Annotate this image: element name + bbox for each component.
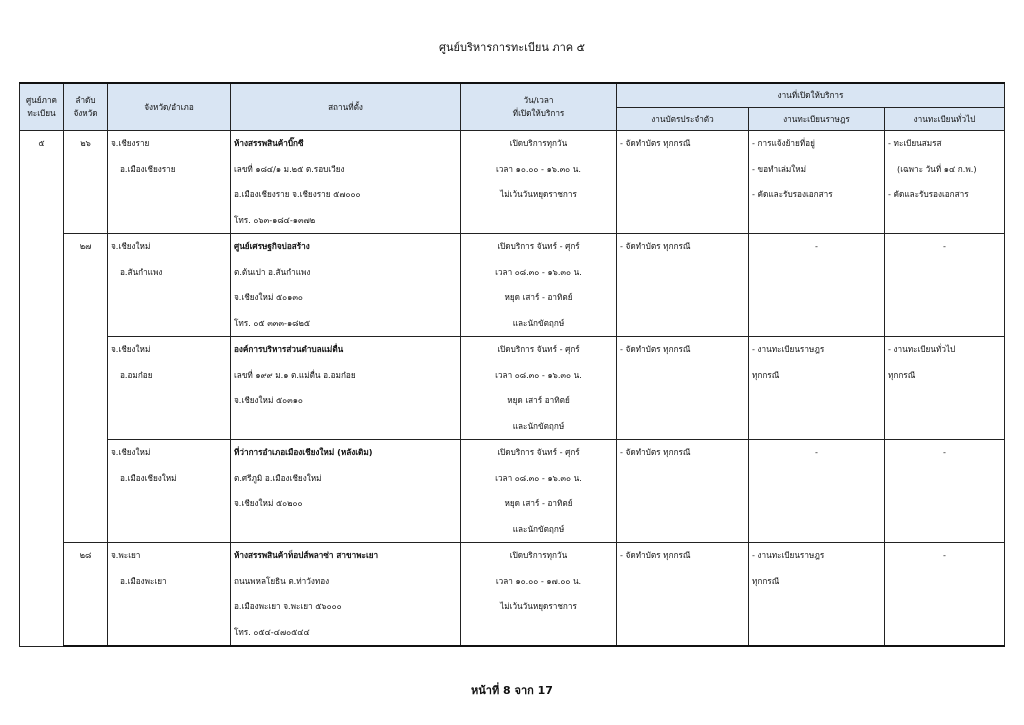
location-cell: ห้างสรรพสินค้าท็อปส์พลาซ่า สาขาพะเยา ถนนพหลโยธิน ต.ท่าวังทอง อ.เมืองพะเยา จ.พะเยา ๕๖๐๐๐ โทร. ๐๕๔-๔๗๐๕๔๔ [231,543,461,647]
province-cell: จ.เชียงใหม่ อ.เมืองเชียงใหม่ [108,440,231,543]
card-service-cell: - จัดทำบัตร ทุกกรณี [617,337,749,440]
page-number: หน้าที่ 8 จาก 17 [471,684,553,697]
seq-cell: ๒๖ [64,131,108,234]
service-table [19,82,1005,647]
civil-service-cell: - งานทะเบียนราษฎร ทุกกรณี [749,337,885,440]
time-cell: เปิดบริการ จันทร์ - ศุกร์ เวลา ๐๘.๓๐ - ๑๖.๓๐ น. หยุด เสาร์ อาทิตย์ และนักขัตฤกษ์ [461,337,617,440]
header-services: งานที่เปิดให้บริการ [617,83,1005,108]
table-row [20,440,1005,543]
general-service-cell: - [885,440,1005,543]
location-cell: องค์การบริหารส่วนตำบลแม่ตื่น เลขที่ ๑๙๙ ม.๑ ต.แม่ตื่น อ.อมก๋อย จ.เชียงใหม่ ๕๐๓๑๐ [231,337,461,440]
card-service-cell: - จัดทำบัตร ทุกกรณี [617,440,749,543]
province-cell: จ.เชียงราย อ.เมืองเชียงราย [108,131,231,234]
header-location: สถานที่ตั้ง [231,83,461,131]
time-cell: เปิดบริการ จันทร์ - ศุกร์ เวลา ๐๘.๓๐ - ๑๖.๓๐ น. หยุด เสาร์ - อาทิตย์ และนักขัตฤกษ์ [461,234,617,337]
header-general-service: งานทะเบียนทั่วไป [885,108,1005,131]
civil-service-cell: - งานทะเบียนราษฎร ทุกกรณี [749,543,885,647]
center-cell: ๕ [20,131,64,647]
civil-service-cell: - การแจ้งย้ายที่อยู่ - ขอทำเล่มใหม่ - คัดและรับรองเอกสาร [749,131,885,234]
location-cell: ห้างสรรพสินค้าบิ๊กซี เลขที่ ๑๘๔/๑ ม.๒๕ ต.รอบเวียง อ.เมืองเชียงราย จ.เชียงราย ๕๗๐๐๐ โทร. ๐๖๓-๑๘๔-๑๓๗๒ [231,131,461,234]
time-cell: เปิดบริการทุกวัน เวลา ๑๐.๐๐ - ๑๗.๐๐ น. ไม่เว้นวันหยุดราชการ [461,543,617,647]
province-cell: จ.พะเยา อ.เมืองพะเยา [108,543,231,647]
table-row [20,543,1005,647]
general-service-cell: - ทะเบียนสมรส (เฉพาะ วันที่ ๑๔ ก.พ.) - คัดและรับรองเอกสาร [885,131,1005,234]
time-cell: เปิดบริการ จันทร์ - ศุกร์ เวลา ๐๘.๓๐ - ๑๖.๓๐ น. หยุด เสาร์ - อาทิตย์ และนักขัตฤกษ์ [461,440,617,543]
card-service-cell: - จัดทำบัตร ทุกกรณี [617,131,749,234]
table-row [20,337,1005,440]
time-cell: เปิดบริการทุกวัน เวลา ๑๐.๐๐ - ๑๖.๓๐ น. ไม่เว้นวันหยุดราชการ [461,131,617,234]
card-service-cell: - จัดทำบัตร ทุกกรณี [617,234,749,337]
header-center: ศูนย์ภาค ทะเบียน [20,83,64,131]
province-cell: จ.เชียงใหม่ อ.สันกำแพง [108,234,231,337]
header-time: วัน/เวลา ที่เปิดให้บริการ [461,83,617,131]
civil-service-cell: - [749,440,885,543]
seq-cell: ๒๘ [64,543,108,647]
general-service-cell: - [885,234,1005,337]
header-civil-service: งานทะเบียนราษฎร [749,108,885,131]
header-card-service: งานบัตรประจำตัว [617,108,749,131]
civil-service-cell: - [749,234,885,337]
card-service-cell: - จัดทำบัตร ทุกกรณี [617,543,749,647]
header-seq: ลำดับ จังหวัด [64,83,108,131]
header-province: จังหวัด/อำเภอ [108,83,231,131]
table-row [20,131,1005,234]
seq-cell: ๒๗ [64,234,108,543]
general-service-cell: - งานทะเบียนทั่วไป ทุกกรณี [885,337,1005,440]
table-row [20,234,1005,337]
location-cell: ศูนย์เศรษฐกิจบ่อสร้าง ต.ต้นเปา อ.สันกำแพง จ.เชียงใหม่ ๕๐๑๓๐ โทร. ๐๕ ๓๓๓-๑๘๒๕ [231,234,461,337]
location-cell: ที่ว่าการอำเภอเมืองเชียงใหม่ (หลังเดิม) ต.ศรีภูมิ อ.เมืองเชียงใหม่ จ.เชียงใหม่ ๕๐๒๐๐ [231,440,461,543]
province-cell: จ.เชียงใหม่ อ.อมก๋อย [108,337,231,440]
page-title: ศูนย์บริหารการทะเบียน ภาค ๕ [439,41,585,54]
general-service-cell: - [885,543,1005,647]
